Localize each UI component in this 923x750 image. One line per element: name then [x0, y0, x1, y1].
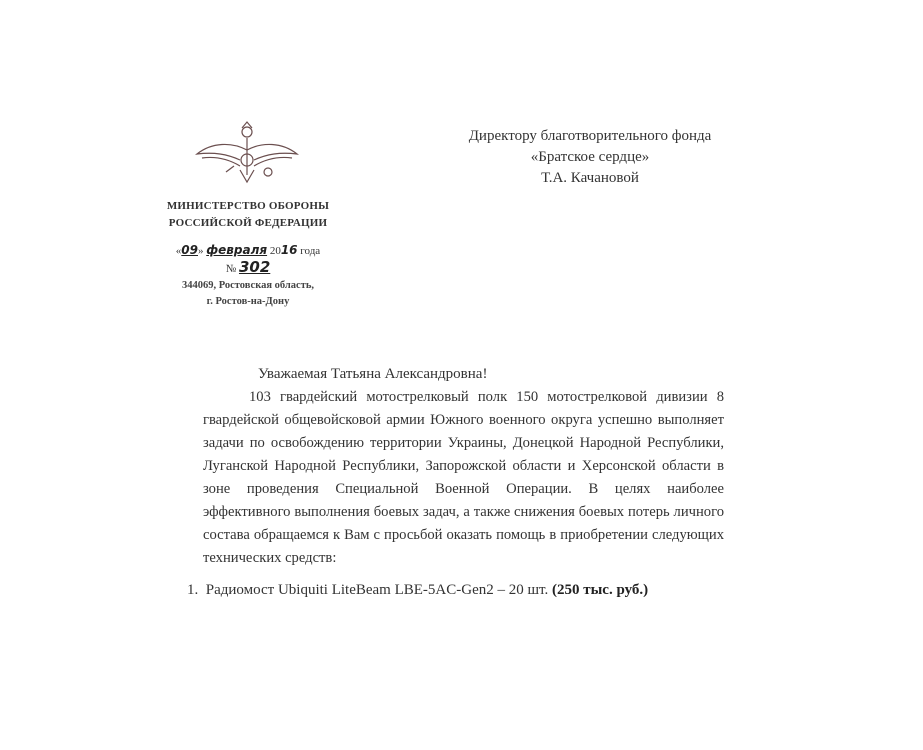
list-item-price: (250 тыс. руб.) — [551, 582, 649, 598]
ministry-name — [150, 198, 346, 232]
letter-body — [203, 386, 724, 570]
address-line-2: г. Ростов-на-Дону — [206, 296, 290, 307]
recipient-block — [440, 126, 740, 189]
sender-address — [150, 278, 346, 310]
document-date — [150, 242, 346, 259]
salutation: Уважаемая Татьяна Александровна! — [258, 366, 488, 382]
date-day: 09 — [181, 243, 198, 257]
number-value: 302 — [238, 258, 271, 276]
number-label: № — [225, 263, 237, 275]
list-item-text: Радиомост Ubiquiti LiteBeam LBE-5AC-Gen2 – 20 шт. — [205, 582, 549, 598]
ministry-line-1: МИНИСТЕРСТВО ОБОРОНЫ — [166, 200, 330, 212]
recipient-line-1: Директору благотворительного фонда — [468, 128, 712, 144]
date-month: февраля — [206, 243, 268, 257]
date-year-prefix: 20 — [269, 245, 281, 257]
date-year-word: года — [300, 245, 321, 257]
document-number — [150, 258, 346, 276]
ministry-line-2: РОССИЙСКОЙ ФЕДЕРАЦИИ — [168, 217, 328, 229]
request-list-item — [187, 582, 648, 599]
recipient-line-3: Т.А. Качановой — [541, 170, 639, 186]
double-headed-eagle-emblem-icon — [192, 120, 302, 190]
letter-body-text: 103 гвардейский мотострелковый полк 150 мотострелковой дивизии 8 гвардейской общевойсковой армии Южного военного округа успешно выполняет задачи по освобождению территории Украины, Донецкой Народной Республики, Луганской Народной Республики, Запорожской области и Херсонской области в зоне проведения Специальной Военной Операции. В целях наиболее эффективного выполнения боевых задач, а также снижения боевых потерь личного состава обращаемся к Вам с просьбой оказать помощь в приобретении следующих технических средств: — [203, 389, 724, 566]
date-close-quote: » — [198, 245, 204, 257]
date-open-quote: « — [175, 245, 182, 257]
date-year-suffix: 16 — [280, 243, 298, 257]
recipient-line-2: «Братское сердце» — [530, 149, 650, 165]
list-item-number: 1. — [187, 582, 199, 598]
address-line-1: 344069, Ростовская область, — [181, 280, 315, 291]
